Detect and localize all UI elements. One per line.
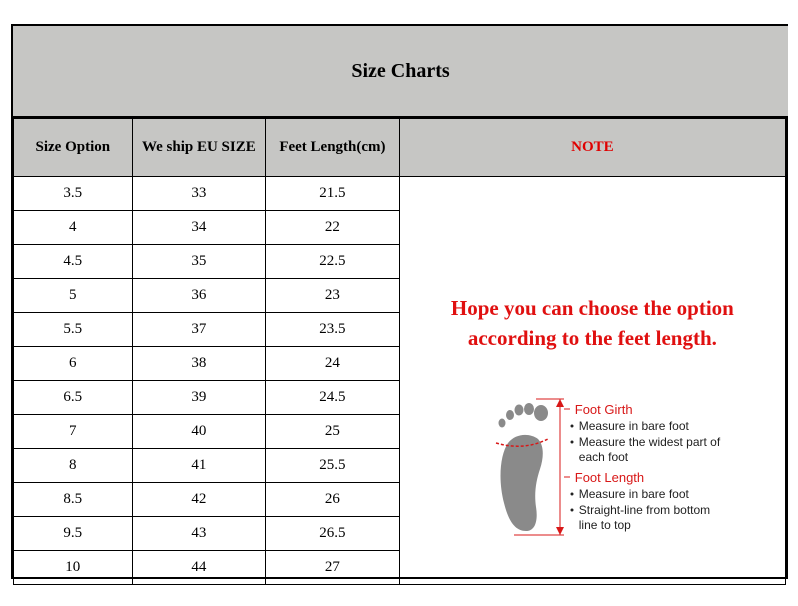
size-chart-sheet [11,24,788,579]
girth-bullet-1: Measure in bare foot [578,419,689,433]
size-cell: 10 [14,551,133,585]
feet-length-cell: 21.5 [266,177,400,211]
foot-girth-title: Foot Girth [574,402,633,417]
feet-length-cell: 23.5 [266,313,400,347]
feet-length-cell: 25.5 [266,449,400,483]
header-note: NOTE [399,119,785,177]
size-table [13,118,786,585]
size-cell: 6.5 [14,381,133,415]
eu-size-cell: 41 [132,449,265,483]
note-text [400,293,785,353]
foot-length-title: Foot Length [574,470,645,485]
size-cell: 6 [14,347,133,381]
feet-length-cell: 24 [266,347,400,381]
feet-length-cell: 27 [266,551,400,585]
girth-bullet-2a: Measure the widest part of [578,435,721,449]
feet-length-cell: 26.5 [266,517,400,551]
feet-length-cell: 23 [266,279,400,313]
page-title: Size Charts [13,26,788,118]
table-header-row [14,119,786,177]
length-bullet-2b: line to top [578,518,631,532]
eu-size-cell: 36 [132,279,265,313]
eu-size-cell: 33 [132,177,265,211]
eu-size-cell: 44 [132,551,265,585]
size-cell: 5 [14,279,133,313]
foot-measure-figure [486,395,746,541]
size-cell: 8.5 [14,483,133,517]
feet-length-cell: 24.5 [266,381,400,415]
header-eu-size: We ship EU SIZE [132,119,265,177]
header-size-option: Size Option [14,119,133,177]
size-cell: 8 [14,449,133,483]
size-cell: 5.5 [14,313,133,347]
header-feet-length: Feet Length(cm) [266,119,400,177]
foot-icon [498,403,548,531]
length-bullet-1: Measure in bare foot [578,487,689,501]
feet-length-cell: 22.5 [266,245,400,279]
note-cell [399,177,785,585]
note-line-1: Hope you can choose the option [450,296,734,320]
size-cell: 4 [14,211,133,245]
eu-size-cell: 35 [132,245,265,279]
girth-bullet-2b: each foot [578,450,629,464]
size-cell: 4.5 [14,245,133,279]
eu-size-cell: 38 [132,347,265,381]
eu-size-cell: 42 [132,483,265,517]
size-cell: 7 [14,415,133,449]
table-body [14,177,786,585]
feet-length-cell: 25 [266,415,400,449]
eu-size-cell: 40 [132,415,265,449]
feet-length-cell: 26 [266,483,400,517]
size-cell: 3.5 [14,177,133,211]
eu-size-cell: 39 [132,381,265,415]
feet-length-cell: 22 [266,211,400,245]
table-row [14,177,786,211]
size-cell: 9.5 [14,517,133,551]
note-line-2: according to the feet length. [467,326,717,350]
eu-size-cell: 34 [132,211,265,245]
eu-size-cell: 43 [132,517,265,551]
length-bullet-2a: Straight-line from bottom [578,503,711,517]
eu-size-cell: 37 [132,313,265,347]
